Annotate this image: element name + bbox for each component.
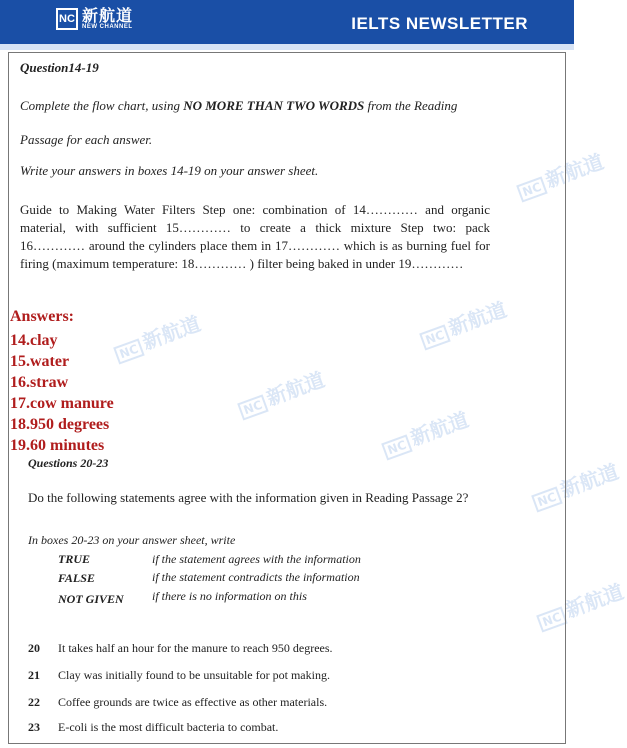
- question-number: 21: [28, 668, 40, 682]
- answer-item: 19.60 minutes: [10, 437, 105, 454]
- question-text: E-coli is the most difficult bacteria to combat.: [58, 720, 279, 734]
- watermark: NC新航道: [416, 294, 510, 352]
- instruction-line-1: Complete the flow chart, using NO MORE THAN TWO WORDS from the Reading: [20, 98, 458, 113]
- logo-mark: NC: [56, 8, 78, 30]
- option-description: if there is no information on this: [152, 589, 307, 603]
- watermark: NC新航道: [378, 404, 472, 462]
- brand-logo: [56, 8, 133, 30]
- watermark: NC新航道: [533, 576, 627, 634]
- logo-chinese-text: 新航道: [82, 6, 134, 25]
- answer-item: 17.cow manure: [10, 395, 114, 412]
- question-number: 22: [28, 695, 40, 709]
- option-key: NOT GIVEN: [58, 592, 124, 606]
- watermark: NC新航道: [110, 308, 204, 366]
- answer-item: 14.clay: [10, 332, 58, 349]
- newsletter-header: [0, 0, 574, 50]
- question-number: 23: [28, 720, 40, 734]
- question-text: Clay was initially found to be unsuitable for pot making.: [58, 668, 330, 682]
- section-heading-20-23: Questions 20-23: [28, 456, 109, 470]
- flow-chart-paragraph: Guide to Making Water Filters Step one: combination of 14………… and organic material, with sufficient 15………… to create a thick mixture Step two: pack 16………… around the cylinders place them in 17………… which is as burning fuel for firing (maximum temperature: 18………… ) filter being baked in under 19…………: [20, 202, 490, 271]
- watermark: NC新航道: [528, 456, 622, 514]
- option-key: FALSE: [58, 571, 95, 585]
- section-heading-14-19: Question14-19: [20, 60, 99, 75]
- instruction-line-2: Passage for each answer.: [20, 132, 153, 147]
- watermark: NC新航道: [234, 364, 328, 422]
- question-text: Coffee grounds are twice as effective as other materials.: [58, 695, 328, 709]
- answer-item: 18.950 degrees: [10, 416, 110, 433]
- newsletter-title: IELTS NEWSLETTER: [351, 14, 528, 33]
- section2-prompt: Do the following statements agree with the information given in Reading Passage 2?: [28, 490, 469, 505]
- instruction-line-3: Write your answers in boxes 14-19 on your answer sheet.: [20, 163, 319, 178]
- section2-boxes-line: In boxes 20-23 on your answer sheet, write: [28, 533, 236, 547]
- option-description: if the statement contradicts the information: [152, 570, 360, 584]
- question-text: It takes half an hour for the manure to reach 950 degrees.: [58, 641, 333, 655]
- answer-item: 16.straw: [10, 374, 69, 391]
- header-stripe: [0, 44, 574, 50]
- question-number: 20: [28, 641, 40, 655]
- answers-label: Answers:: [10, 308, 74, 325]
- watermark: NC新航道: [513, 146, 607, 204]
- answer-item: 15.water: [10, 353, 70, 370]
- option-description: if the statement agrees with the information: [152, 552, 361, 566]
- option-key: TRUE: [58, 552, 91, 566]
- logo-english-text: NEW CHANNEL: [82, 24, 133, 30]
